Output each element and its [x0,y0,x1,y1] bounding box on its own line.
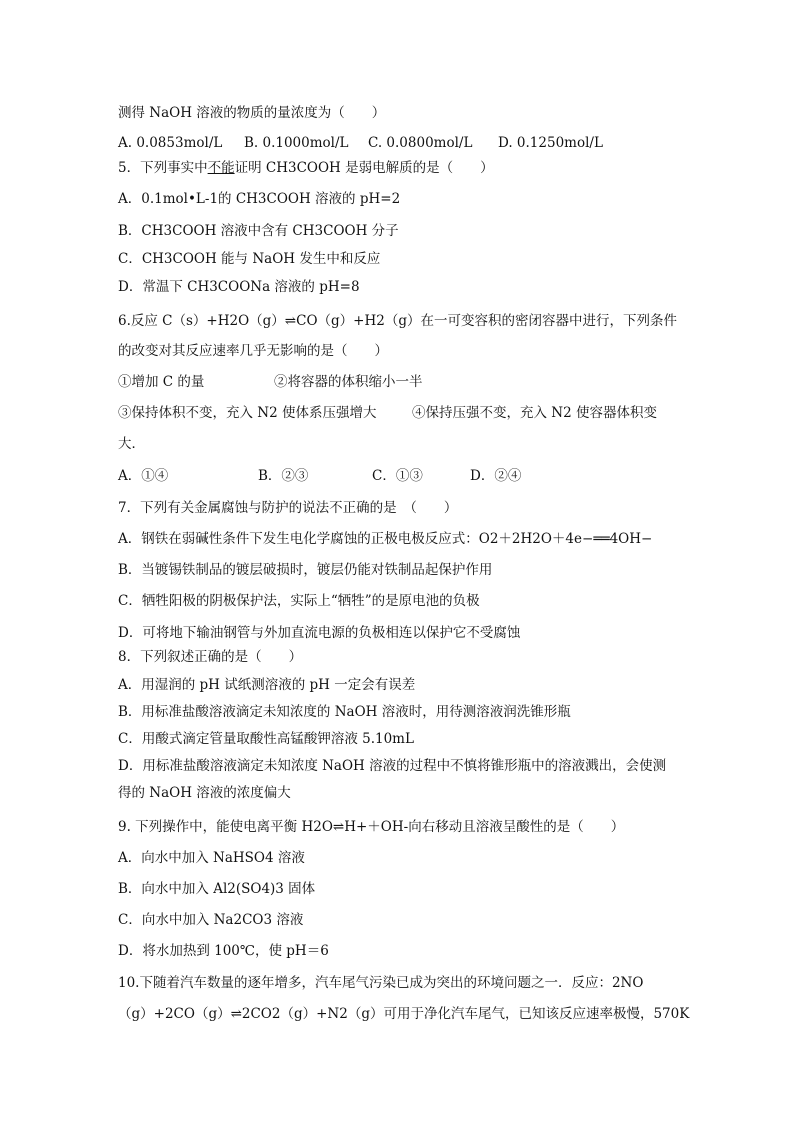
q8-option-d-line1: D．用标准盐酸溶液滴定未知浓度 NaOH 溶液的过程中不慎将锥形瓶中的溶液溅出，会使测 [118,758,667,774]
q10-stem-line2: （g）+2CO（g）⇌2CO2（g）+N2（g）可用于净化汽车尾气，已知该反应速率极慢，570K [118,1006,690,1022]
q8-stem: 8．下列叙述正确的是（ ） [118,649,303,665]
q6-option-d: D．②④ [470,468,522,484]
q5-stem-underline: 不能 [207,160,235,176]
q4-option-a: A. 0.0853mol/L [118,135,223,151]
q7-option-c: C．牺牲阳极的阴极保护法，实际上“牺牲”的是原电池的负极 [118,593,480,609]
q4-stem-tail: 测得 NaOH 溶液的物质的量浓度为（ ） [118,105,386,121]
q10-stem-line1: 10.下随着汽车数量的逐年增多，汽车尾气污染已成为突出的环境问题之一．反应：2NO [118,975,644,991]
q6-conditions-row2 [118,404,657,422]
q7-option-d: D．可将地下输油钢管与外加直流电源的负极相连以保护它不受腐蚀 [118,625,521,641]
q5-option-c: C．CH3COOH 能与 NaOH 发生中和反应 [118,251,381,267]
q6-conditions-row1 [118,373,423,391]
q9-stem: 9. 下列操作中，能使电离平衡 H2O⇌H+＋OH-向右移动且溶液呈酸性的是（ ） [118,819,625,835]
q6-condition-4-cont: 大． [118,436,145,452]
q5-stem-pre: 5．下列事实中 [118,160,208,176]
q7-option-b: B．当镀锡铁制品的镀层破损时，镀层仍能对铁制品起保护作用 [118,562,493,578]
q6-condition-2: ②将容器的体积缩小一半 [274,374,423,390]
q8-option-a: A．用湿润的 pH 试纸测溶液的 pH 一定会有误差 [118,677,416,693]
q6-condition-3: ③保持体积不变，充入 N2 使体系压强增大 [118,405,377,421]
q9-option-a: A．向水中加入 NaHSO4 溶液 [118,850,305,866]
q6-condition-4: ④保持压强不变，充入 N2 使容器体积变 [412,405,657,421]
q9-option-d: D．将水加热到 100℃，使 pH＝6 [118,943,329,959]
q8-option-b: B．用标准盐酸溶液滴定未知浓度的 NaOH 溶液时，用待测溶液润洗锥形瓶 [118,704,571,720]
q4-option-b: B. 0.1000mol/L [244,135,349,151]
q4-option-c: C. 0.0800mol/L [368,135,473,151]
q6-stem-line2: 的改变对其反应速率几乎无影响的是（ ） [118,343,388,359]
q4-option-d: D. 0.1250mol/L [498,135,603,151]
q8-option-c: C．用酸式滴定管量取酸性高锰酸钾溶液 5.10mL [118,731,414,747]
q6-option-a: A．①④ [118,468,169,484]
q5-option-b: B．CH3COOH 溶液中含有 CH3COOH 分子 [118,223,399,239]
q9-option-b: B．向水中加入 Al2(SO4)3 固体 [118,881,316,897]
q6-option-c: C．①③ [372,468,423,484]
q9-option-c: C．向水中加入 Na2CO3 溶液 [118,912,304,928]
q7-stem: 7．下列有关金属腐蚀与防护的说法不正确的是 （ ） [118,500,458,516]
q6-stem-line1: 6.反应 C（s）+H2O（g）⇌CO（g）+H2（g）在一可变容积的密闭容器中进行，下列条件 [118,313,677,329]
q6-options [118,467,521,485]
q5-stem-post: 证明 CH3COOH 是弱电解质的是（ ） [234,160,494,176]
q6-option-b: B．②③ [258,468,309,484]
q5-option-a: A．0.1mol•L-1的 CH3COOH 溶液的 pH=2 [118,191,401,207]
q7-option-a: A．钢铁在弱碱性条件下发生电化学腐蚀的正极电极反应式：O2＋2H2O＋4e−══4OH− [118,531,653,547]
q5-stem [118,159,494,177]
q6-condition-1: ①增加 C 的量 [118,374,205,390]
q8-option-d-line2: 得的 NaOH 溶液的浓度偏大 [118,785,291,801]
q4-options [118,134,603,152]
q5-option-d: D．常温下 CH3COONa 溶液的 pH=8 [118,279,360,295]
